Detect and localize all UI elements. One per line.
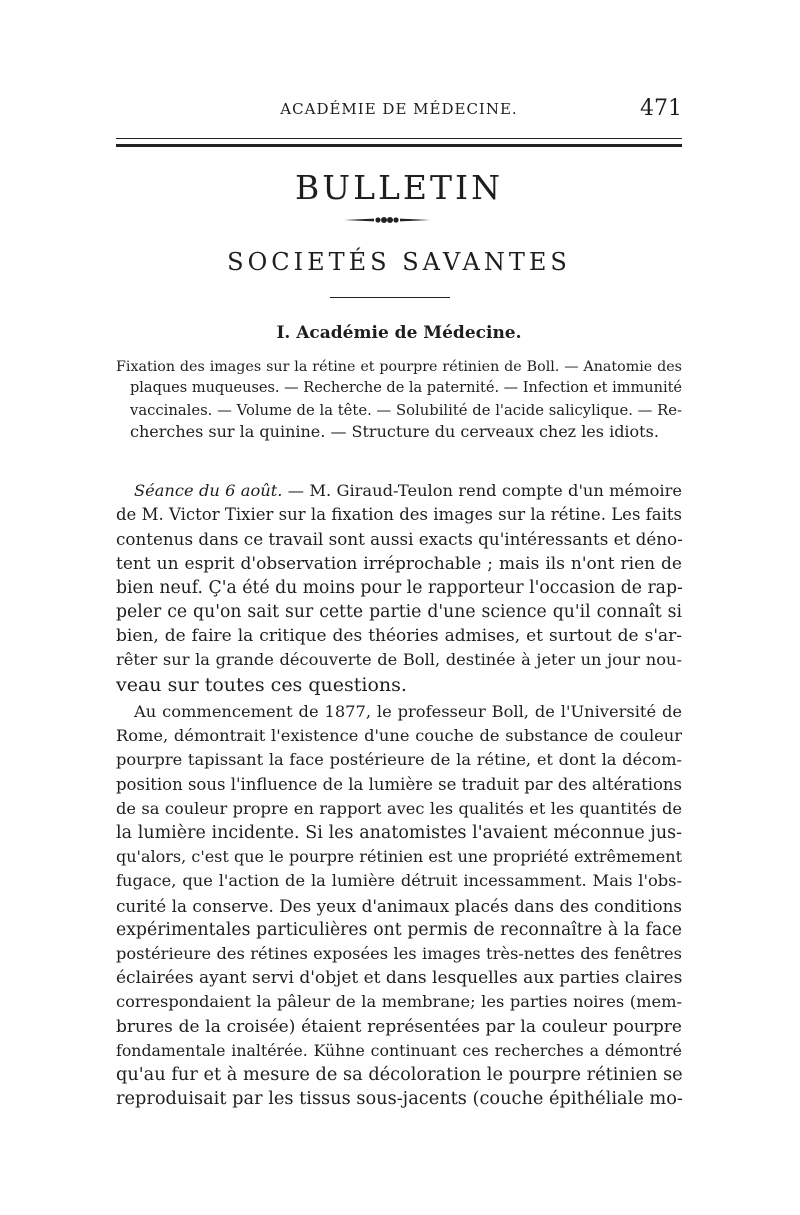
subtitle-rule [330, 297, 450, 298]
paragraph-line: de M. Victor Tixier sur la fixation des images sur la rétine. Les faits [116, 505, 682, 525]
paragraph-line: Au commencement de 1877, le professeur Boll, de l'Université de [134, 702, 682, 721]
paragraph-line: qu'au fur et à mesure de sa décoloration le pourpre rétinien se [116, 1065, 683, 1086]
header-rule-thin [116, 138, 682, 139]
ornament-left-taper [344, 219, 374, 222]
paragraph-boll [116, 700, 682, 1111]
paragraph-line: fondamentale inaltérée. Kühne continuant ces recherches a démontré [116, 1040, 682, 1060]
ornament-right-taper [400, 219, 430, 222]
running-head [116, 96, 682, 120]
section-title: I. Académie de Médecine. [276, 323, 522, 343]
paragraph-line-text: — M. Giraud-Teulon rend compte d'un mémoire [282, 481, 682, 500]
paragraph-line: tent un esprit d'observation irréprochable ; mais ils n'ont rien de [116, 553, 682, 574]
running-title: ACADÉMIE DE MÉDECINE. [280, 100, 518, 118]
paragraph-line: la lumière incidente. Si les anatomistes l'avaient méconnue jus- [116, 823, 682, 844]
paragraph-line: contenus dans ce travail sont aussi exacts qu'intéressants et déno- [116, 529, 683, 550]
ornament-bead [381, 217, 387, 223]
summary-line: vaccinales. — Volume de la tête. — Solubilité de l'acide salicylique. — Re- [130, 401, 682, 419]
summary-line: plaques muqueuses. — Recherche de la paternité. — Infection et immunité [130, 380, 682, 397]
paragraph-line: bien neuf. Ç'a été du moins pour le rapporteur l'occasion de rap- [116, 577, 683, 598]
paragraph-line: rêter sur la grande découverte de Boll, destinée à jeter un jour nou- [116, 650, 682, 670]
paragraph-line: qu'alors, c'est que le pourpre rétinien est une propriété extrêmement [116, 847, 682, 867]
paragraph-line: brures de la croisée) étaient représentées par la couleur pourpre [116, 1016, 682, 1037]
paragraph-line: postérieure des rétines exposées les images très-nettes des fenêtres [116, 944, 682, 964]
paragraph-session [116, 479, 682, 697]
summary [116, 357, 682, 443]
subtitle: SOCIETÉS SAVANTES [227, 248, 571, 276]
paragraph-line: expérimentales particulières ont permis de reconnaître à la face [116, 919, 682, 940]
bulletin-title: BULLETIN [295, 168, 503, 207]
ornament-bead [375, 217, 380, 222]
summary-line: cherches sur la quinine. — Structure du cerveaux chez les idiots. [130, 422, 659, 442]
paragraph-line: éclairées ayant servi d'objet et dans lesquelles aux parties claires [116, 968, 683, 989]
ornament-bead [393, 217, 398, 222]
ornament-bead [387, 217, 393, 223]
ornament-divider [344, 216, 430, 224]
paragraph-line: bien, de faire la critique des théories admises, et surtout de s'ar- [116, 626, 682, 647]
paragraph-line: veau sur toutes ces questions. [116, 673, 407, 696]
summary-line: Fixation des images sur la rétine et pourpre rétinien de Boll. — Anatomie des [116, 359, 682, 375]
paragraph-line: position sous l'influence de la lumière se traduit par des altérations [116, 774, 683, 794]
page-number: 471 [640, 96, 682, 121]
header-rule-thick [116, 144, 682, 147]
paragraph-line [116, 479, 682, 503]
paragraph-line: correspondaient la pâleur de la membrane; les parties noires (mem- [116, 992, 682, 1012]
session-date: Séance du 6 août. [134, 481, 283, 500]
paragraph-line: fugace, que l'action de la lumière détruit incessamment. Mais l'obs- [116, 871, 682, 891]
paragraph-line: Rome, démontrait l'existence d'une couche de substance de couleur [116, 726, 682, 746]
paragraph-line: peler ce qu'on sait sur cette partie d'une science qu'il connaît si [116, 602, 682, 623]
paragraph-line: reproduisait par les tissus sous-jacents (couche épithéliale mo- [116, 1089, 683, 1110]
paragraph-line: pourpre tapissant la face postérieure de la rétine, et dont la décom- [116, 750, 682, 770]
paragraph-line: de sa couleur propre en rapport avec les qualités et les quantités de [116, 798, 682, 818]
paragraph-line: curité la conserve. Des yeux d'animaux placés dans des conditions [116, 895, 682, 916]
